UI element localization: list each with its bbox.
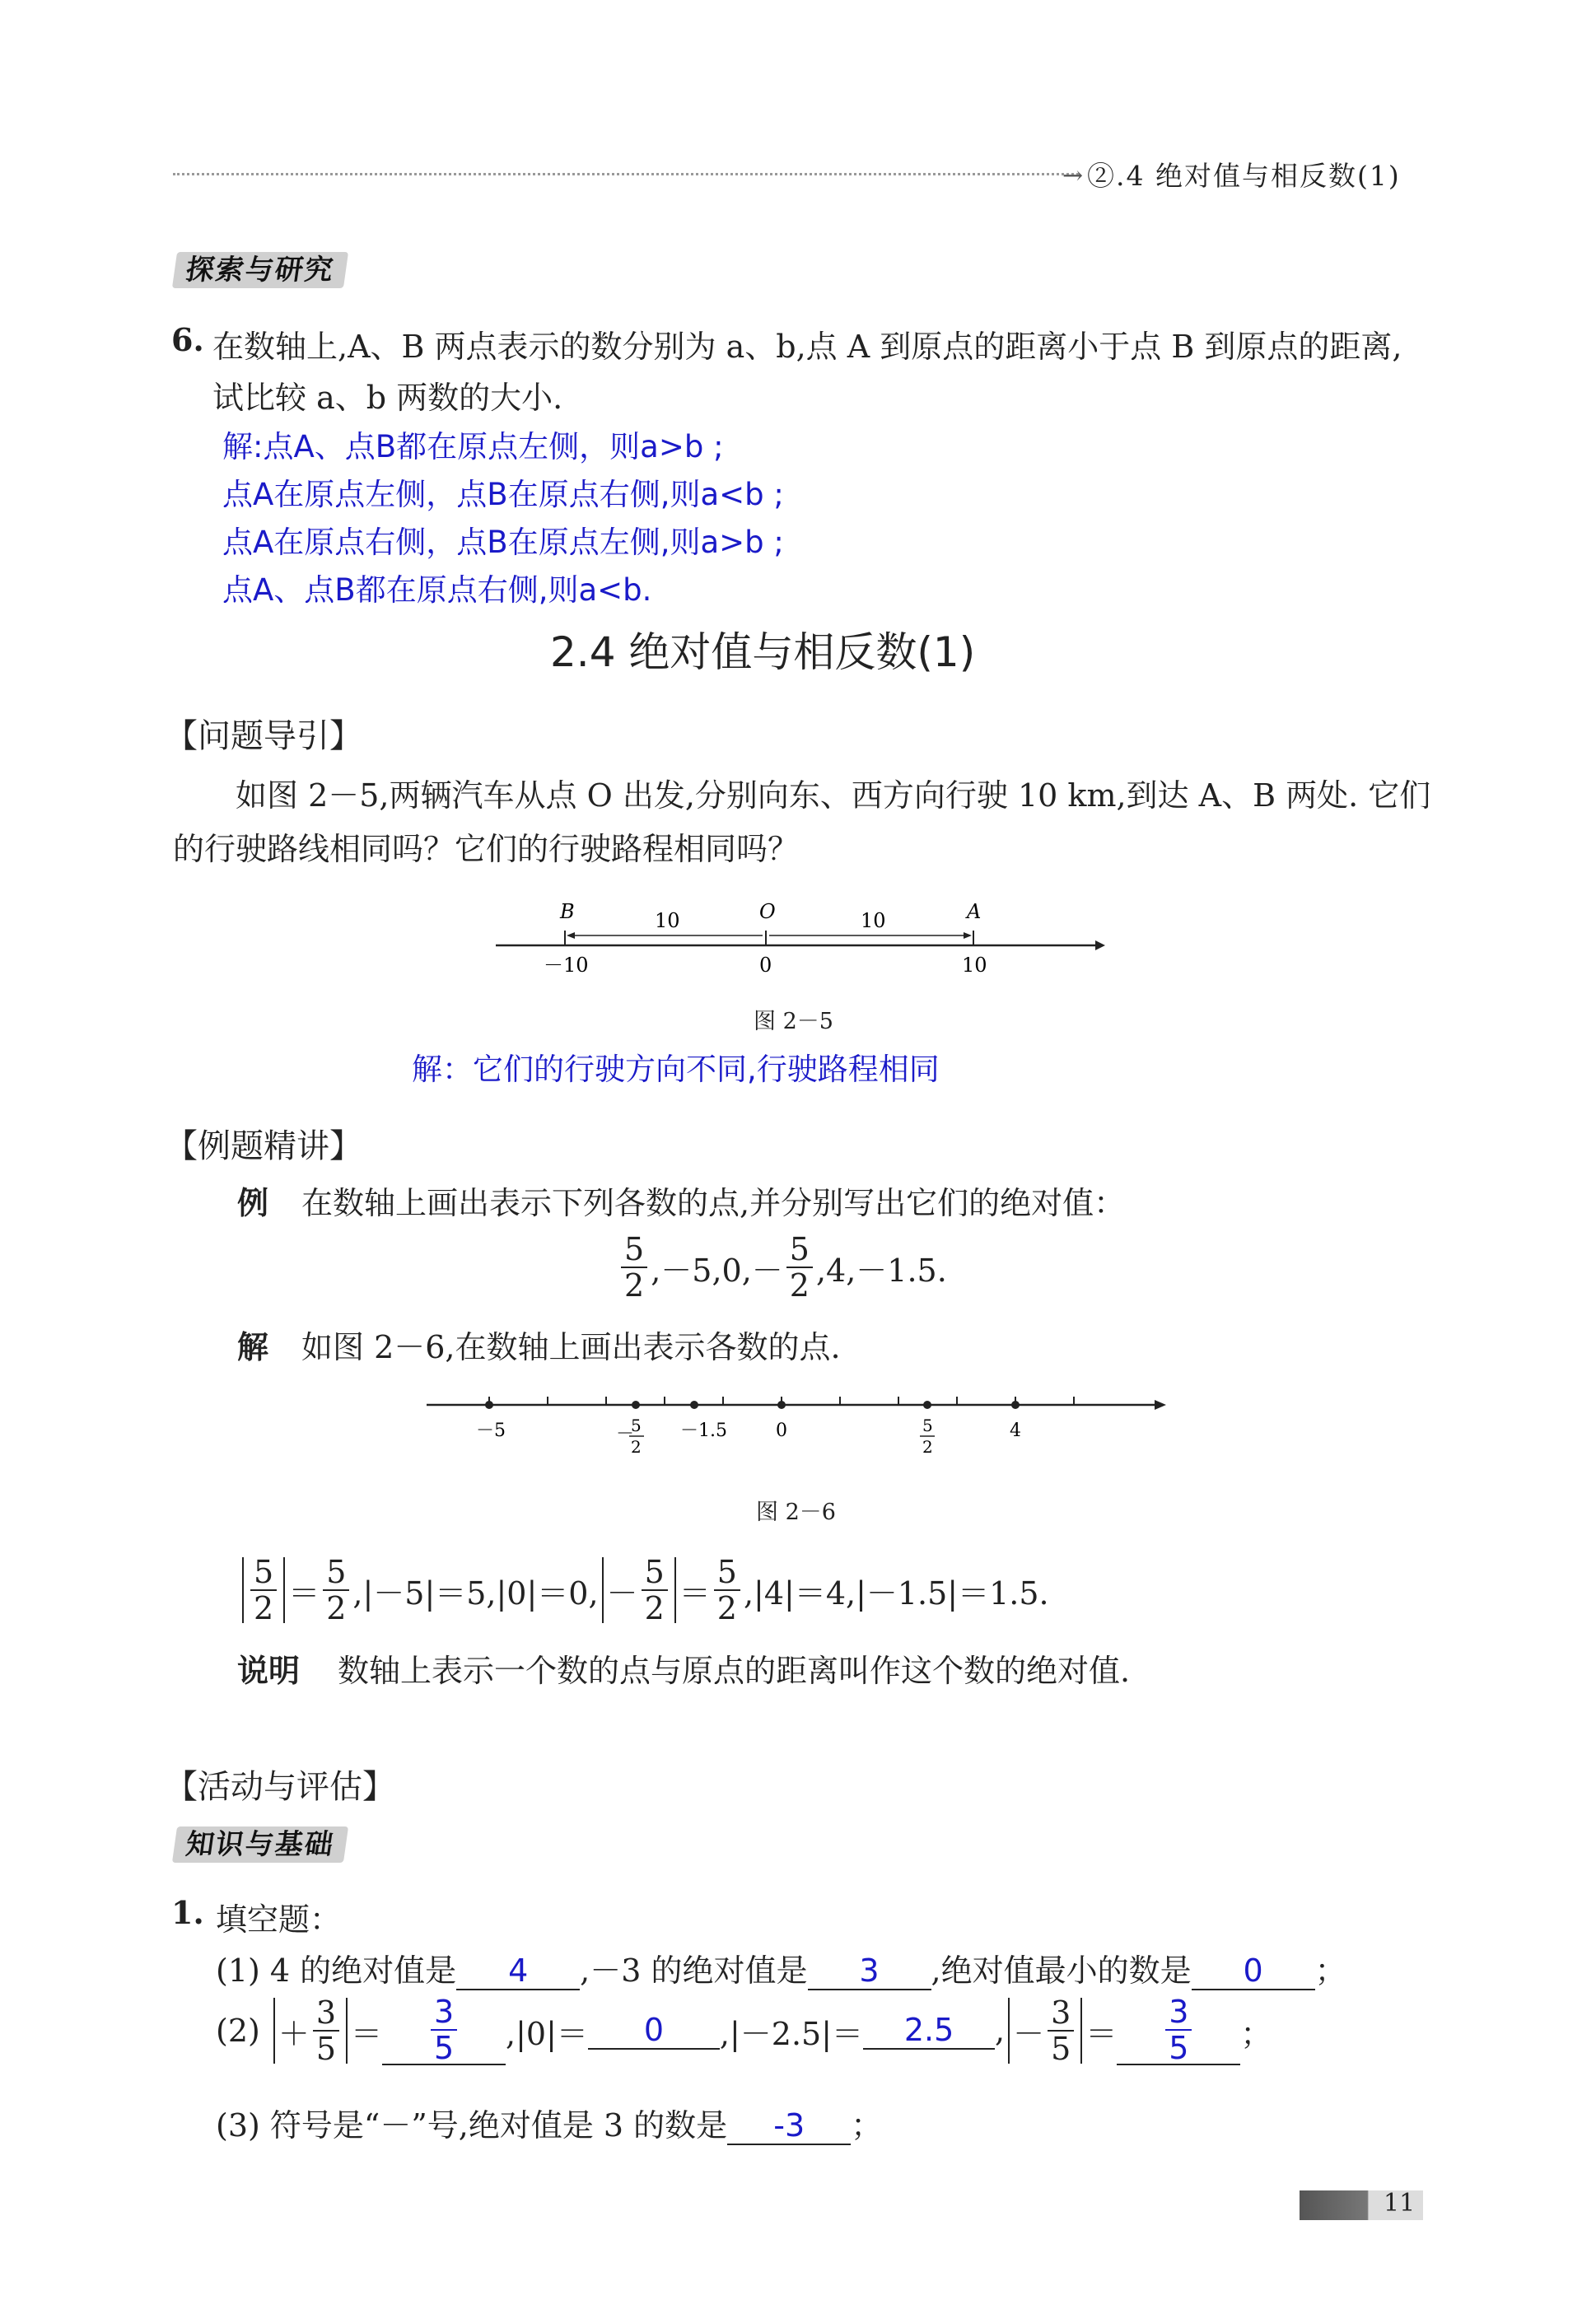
fig25-distance-right: 10 bbox=[861, 909, 886, 932]
guide-heading: 【问题导引】 bbox=[165, 717, 362, 755]
example-number-list: $\frac{5}{2}$ ,－5,0,－ $\frac{5}{2}$ ,4,－1.5. bbox=[618, 1234, 947, 1301]
header-arrow-icon: → bbox=[1062, 161, 1084, 190]
fig26-label-frac2-den: 2 bbox=[922, 1437, 933, 1457]
fig26-point-neg5-2 bbox=[632, 1401, 640, 1409]
fig25-dim-arrow-icon bbox=[567, 932, 575, 939]
fig26-point-neg1-5 bbox=[690, 1401, 698, 1409]
fig25-label-b: B bbox=[560, 900, 575, 923]
handwritten-answer-3: 点A在原点右侧，点B在原点左侧,则a>b ; bbox=[222, 525, 784, 560]
fig26-label-neg1-5: －1.5 bbox=[680, 1421, 727, 1441]
fig26-label-0: 0 bbox=[776, 1421, 787, 1441]
answer-blank[interactable] bbox=[1117, 1996, 1240, 2065]
fraction: $\frac{3}{5}$ bbox=[431, 1996, 457, 2064]
handwritten-answer-4: 点A、点B都在原点右侧,则a<b. bbox=[222, 572, 652, 608]
fig25-arrowhead-icon bbox=[1095, 940, 1105, 950]
question-1-part-1: (1) 4 的绝对值是 4 ,－3 的绝对值是 3 ,绝对值最小的数是 0 ； bbox=[216, 1952, 1346, 1989]
fig25-distance-left: 10 bbox=[655, 909, 680, 932]
fig26-label-4: 4 bbox=[1010, 1421, 1021, 1441]
guide-line2: 的行驶路线相同吗？它们的行驶路程相同吗？ bbox=[173, 831, 800, 867]
note-label: 说明 bbox=[237, 1653, 301, 1689]
answer-blank[interactable]: 4 bbox=[456, 1952, 580, 1990]
fig25-tick-label-neg10: －10 bbox=[544, 954, 589, 977]
answer-blank[interactable]: 3 bbox=[808, 1952, 931, 1990]
question-1-number: 1. bbox=[171, 1894, 204, 1931]
fig26-label-frac1-den: 2 bbox=[631, 1437, 642, 1457]
fig25-tick-label-10: 10 bbox=[962, 954, 987, 977]
fraction: $\frac{5}{2}$ bbox=[250, 1556, 277, 1624]
fraction: $\frac{5}{2}$ bbox=[642, 1556, 668, 1624]
activity-heading: 【活动与评估】 bbox=[165, 1768, 395, 1806]
question-1-part-2: (2) ＋ $\frac{3}{5}$ ＝ $\frac{3}{5}$ ,|0|＝ 0 ,|－2.5|＝ 2.5 , － $\frac{3}{5}$ ＝ $\frac{3}{5}$ ； bbox=[216, 1994, 1272, 2067]
basics-tag: 知识与基础 bbox=[172, 1826, 348, 1863]
answer-blank[interactable]: 2.5 bbox=[863, 2012, 995, 2050]
fig26-point-neg5 bbox=[485, 1401, 493, 1409]
fraction: $\frac{5}{2}$ bbox=[786, 1234, 813, 1301]
fig25-dim-arrow-icon bbox=[964, 932, 972, 939]
solution-text: 如图 2－6,在数轴上画出表示各数的点. bbox=[301, 1329, 841, 1365]
fraction: $\frac{5}{2}$ bbox=[323, 1556, 349, 1624]
answer-blank[interactable]: 0 bbox=[588, 2012, 720, 2050]
fig26-label-minus-sign: － bbox=[616, 1424, 635, 1444]
running-header: ②.4 绝对值与相反数(1) bbox=[1087, 160, 1401, 192]
guide-handwritten-answer: 解：它们的行驶方向不同,行驶路程相同 bbox=[412, 1052, 940, 1087]
fig26-point-5-2 bbox=[923, 1401, 931, 1409]
answer-blank[interactable]: 0 bbox=[1192, 1952, 1315, 1990]
fig26-arrowhead-icon bbox=[1155, 1400, 1166, 1410]
figure-2-6 bbox=[420, 1383, 1178, 1474]
section-title: 2.4 绝对值与相反数(1) bbox=[550, 628, 976, 676]
guide-line1: 如图 2－5,两辆汽车从点 O 出发,分别向东、西方向行驶 10 km,到达 A、B 两处. 它们 bbox=[236, 777, 1431, 814]
example-heading: 【例题精讲】 bbox=[165, 1127, 362, 1165]
fig25-tick-label-0: 0 bbox=[759, 954, 772, 977]
fig26-point-4 bbox=[1011, 1401, 1020, 1409]
figure-2-5 bbox=[486, 889, 1112, 988]
handwritten-answer-1: 解:点A、点B都在原点左侧，则a>b ; bbox=[222, 429, 724, 464]
fraction: $\frac{5}{2}$ bbox=[714, 1556, 740, 1624]
handwritten-answer-2: 点A在原点左侧，点B在原点右侧,则a<b ; bbox=[222, 477, 784, 512]
fig25-label-a: A bbox=[967, 900, 982, 923]
explore-tag: 探索与研究 bbox=[172, 252, 348, 288]
fraction: $\frac{5}{2}$ bbox=[621, 1234, 647, 1301]
fraction: $\frac{3}{5}$ bbox=[313, 1997, 339, 2064]
answer-blank[interactable]: -3 bbox=[727, 2107, 851, 2145]
header-rule bbox=[173, 173, 1079, 175]
fig26-point-0 bbox=[777, 1401, 786, 1409]
fig26-label-frac2-num: 5 bbox=[922, 1416, 933, 1435]
question-6-line2: 试比较 a、b 两数的大小. bbox=[212, 380, 563, 416]
figure-2-5-caption: 图 2－5 bbox=[754, 1009, 833, 1034]
fraction: $\frac{3}{5}$ bbox=[1048, 1997, 1074, 2064]
fig26-label-frac1-num: 5 bbox=[631, 1416, 642, 1435]
fig25-label-o: O bbox=[759, 900, 776, 923]
page-number: 11 bbox=[1384, 2189, 1416, 2218]
answer-blank[interactable] bbox=[382, 1996, 506, 2065]
fig26-label-neg5: －5 bbox=[476, 1421, 506, 1441]
absolute-values-line: $\frac{5}{2}$ ＝ $\frac{5}{2}$ ,|－5|＝5,|0|＝0, － $\frac{5}{2}$ ＝ $\frac{5}{2}$ ,|4|＝4,|－1.5|＝1.5. bbox=[239, 1556, 1049, 1624]
question-1-title: 填空题： bbox=[216, 1901, 342, 1938]
fraction: $\frac{3}{5}$ bbox=[1165, 1996, 1192, 2064]
question-1-part-3: (3) 符号是“－”号,绝对值是 3 的数是 -3 ； bbox=[216, 2107, 883, 2144]
question-6-number: 6. bbox=[171, 321, 204, 358]
solution-label: 解 bbox=[237, 1329, 269, 1365]
question-6-line1: 在数轴上,A、B 两点表示的数分别为 a、b,点 A 到原点的距离小于点 B 到原点的距离, bbox=[212, 329, 1402, 365]
example-label: 例 bbox=[237, 1185, 269, 1221]
note-text: 数轴上表示一个数的点与原点的距离叫作这个数的绝对值. bbox=[338, 1653, 1131, 1689]
example-text: 在数轴上画出表示下列各数的点,并分别写出它们的绝对值： bbox=[301, 1185, 1126, 1221]
figure-2-6-caption: 图 2－6 bbox=[756, 1500, 836, 1525]
